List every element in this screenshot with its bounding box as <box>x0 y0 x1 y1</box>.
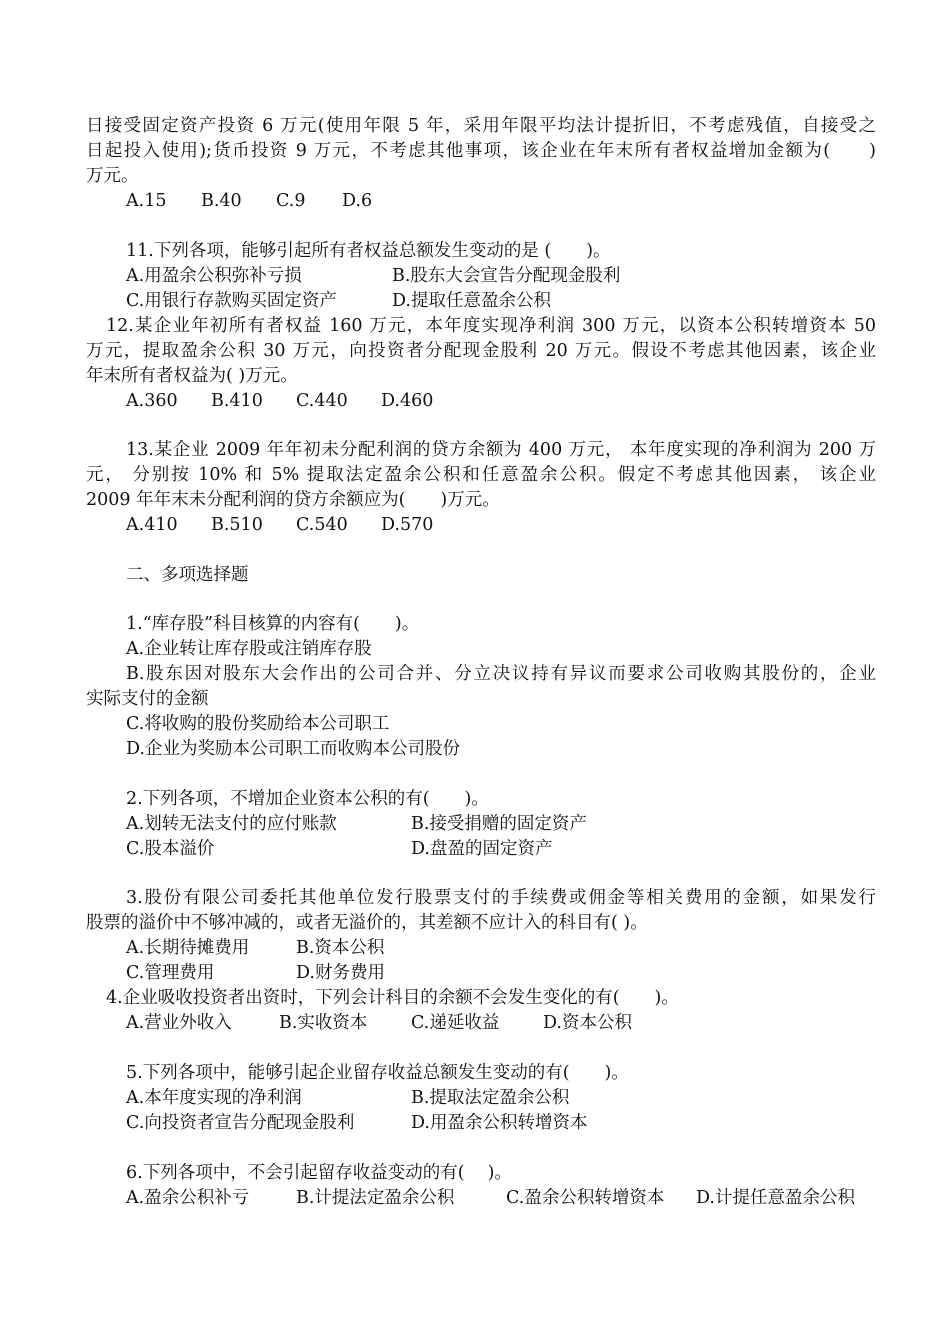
m3-options-row-1 <box>126 936 384 960</box>
q13-stem-line-3: 2009 年年末未分配利润的贷方余额应为( )万元。 <box>86 490 500 510</box>
m2-option-d: D.盘盈的固定资产 <box>411 839 553 859</box>
m3-options-row-2 <box>126 961 385 985</box>
q13-stem-line-2: 元， 分别按 10% 和 5% 提取法定盈余公积和任意盈余公积。假定不考虑其他因素， 该企业 <box>86 465 876 485</box>
m3-option-b: B.资本公积 <box>296 938 385 958</box>
m1-option-b-line-1: B.股东因对股东大会作出的公司合并、分立决议持有异议而要求公司收购其股份的，企业 <box>126 664 876 684</box>
m5-option-c: C.向投资者宣告分配现金股利 <box>126 1113 355 1133</box>
m6-option-c: C.盈余公积转增资本 <box>506 1188 665 1208</box>
q12-option-a: A.360 <box>126 391 178 411</box>
q13-option-c: C.540 <box>296 515 348 535</box>
q11-option-d: D.提取任意盈余公积 <box>392 291 551 311</box>
m5-options-row-1 <box>126 1086 569 1110</box>
q10-option-d: D.6 <box>342 191 373 211</box>
q11-stem: 11.下列各项，能够引起所有者权益总额发生变动的是 ( )。 <box>126 241 611 261</box>
m3-option-d: D.财务费用 <box>296 963 385 983</box>
m3-stem-line-1: 3.股份有限公司委托其他单位发行股票支付的手续费或佣金等相关费用的金额，如果发行 <box>126 888 876 908</box>
m6-option-a: A.盈余公积补亏 <box>126 1188 250 1208</box>
m4-options <box>126 1011 632 1035</box>
m2-stem: 2.下列各项，不增加企业资本公积的有( )。 <box>126 789 489 809</box>
m6-options <box>126 1186 855 1210</box>
m1-option-c: C.将收购的股份奖励给本公司职工 <box>126 714 390 734</box>
q13-option-b: B.510 <box>211 515 263 535</box>
q10-option-a: A.15 <box>126 191 167 211</box>
q10-text-line-3: 万元。 <box>86 166 139 186</box>
q12-option-c: C.440 <box>296 391 348 411</box>
m6-option-d: D.计提任意盈余公积 <box>696 1188 855 1208</box>
m1-option-b-line-2: 实际支付的金额 <box>86 689 209 709</box>
q13-stem-line-1: 13.某企业 2009 年年初未分配利润的贷方余额为 400 万元， 本年度实现的净利润为 200 万 <box>126 440 876 460</box>
m6-stem: 6.下列各项中，不会引起留存收益变动的有( )。 <box>126 1163 512 1183</box>
m3-option-a: A.长期待摊费用 <box>126 938 250 958</box>
q11-options-row-1 <box>126 264 620 288</box>
m5-option-d: D.用盈余公积转增资本 <box>411 1113 588 1133</box>
m4-stem: 4.企业吸收投资者出资时，下列会计科目的余额不会发生变化的有( )。 <box>106 988 679 1008</box>
m3-option-c: C.管理费用 <box>126 963 215 983</box>
q10-text-line-2: 日起投入使用);货币投资 9 万元，不考虑其他事项，该企业在年末所有者权益增加金额为( ) <box>86 141 876 161</box>
q12-option-b: B.410 <box>211 391 263 411</box>
m4-option-c: C.递延收益 <box>411 1013 500 1033</box>
m1-stem: 1.“库存股”科目核算的内容有( )。 <box>126 614 420 634</box>
q12-option-d: D.460 <box>381 391 434 411</box>
m2-options-row-2 <box>126 837 552 861</box>
m3-stem-line-2: 股票的溢价中不够冲减的，或者无溢价的，其差额不应计入的科目有( )。 <box>86 913 648 933</box>
m5-option-b: B.提取法定盈余公积 <box>411 1088 570 1108</box>
q10-text-line-1: 日接受固定资产投资 6 万元(使用年限 5 年，采用年限平均法计提折旧，不考虑残值，自接受之 <box>86 116 876 136</box>
q12-options <box>126 389 433 413</box>
m6-option-b: B.计提法定盈余公积 <box>296 1188 455 1208</box>
q12-stem-line-2: 万元，提取盈余公积 30 万元，向投资者分配现金股利 20 万元。假设不考虑其他因素，该企业 <box>86 341 876 361</box>
q12-stem-line-1: 12.某企业年初所有者权益 160 万元，本年度实现净利润 300 万元，以资本公积转增资本 50 <box>106 316 876 336</box>
m1-option-d: D.企业为奖励本公司职工而收购本公司股份 <box>126 739 460 759</box>
m5-stem: 5.下列各项中，能够引起企业留存收益总额发生变动的有( )。 <box>126 1063 629 1083</box>
q12-stem-line-3: 年末所有者权益为( )万元。 <box>86 366 298 386</box>
q11-option-c: C.用银行存款购买固定资产 <box>126 291 337 311</box>
q10-option-b: B.40 <box>201 191 242 211</box>
m5-option-a: A.本年度实现的净利润 <box>126 1088 302 1108</box>
section-heading-multiple-choice: 二、多项选择题 <box>126 565 249 585</box>
q10-option-c: C.9 <box>276 191 306 211</box>
m2-option-c: C.股本溢价 <box>126 839 215 859</box>
q11-option-a: A.用盈余公积弥补亏损 <box>126 266 302 286</box>
q13-option-a: A.410 <box>126 515 178 535</box>
m4-option-b: B.实收资本 <box>279 1013 368 1033</box>
q11-options-row-2 <box>126 289 551 313</box>
m4-option-a: A.营业外收入 <box>126 1013 232 1033</box>
m2-option-a: A.划转无法支付的应付账款 <box>126 814 337 834</box>
m1-option-a: A.企业转让库存股或注销库存股 <box>126 639 372 659</box>
m2-options-row-1 <box>126 812 587 836</box>
q13-option-d: D.570 <box>381 515 434 535</box>
m2-option-b: B.接受捐赠的固定资产 <box>411 814 587 834</box>
m5-options-row-2 <box>126 1111 587 1135</box>
q11-option-b: B.股东大会宣告分配现金股利 <box>392 266 621 286</box>
q10-options <box>126 189 372 213</box>
m4-option-d: D.资本公积 <box>543 1013 632 1033</box>
q13-options <box>126 513 433 537</box>
